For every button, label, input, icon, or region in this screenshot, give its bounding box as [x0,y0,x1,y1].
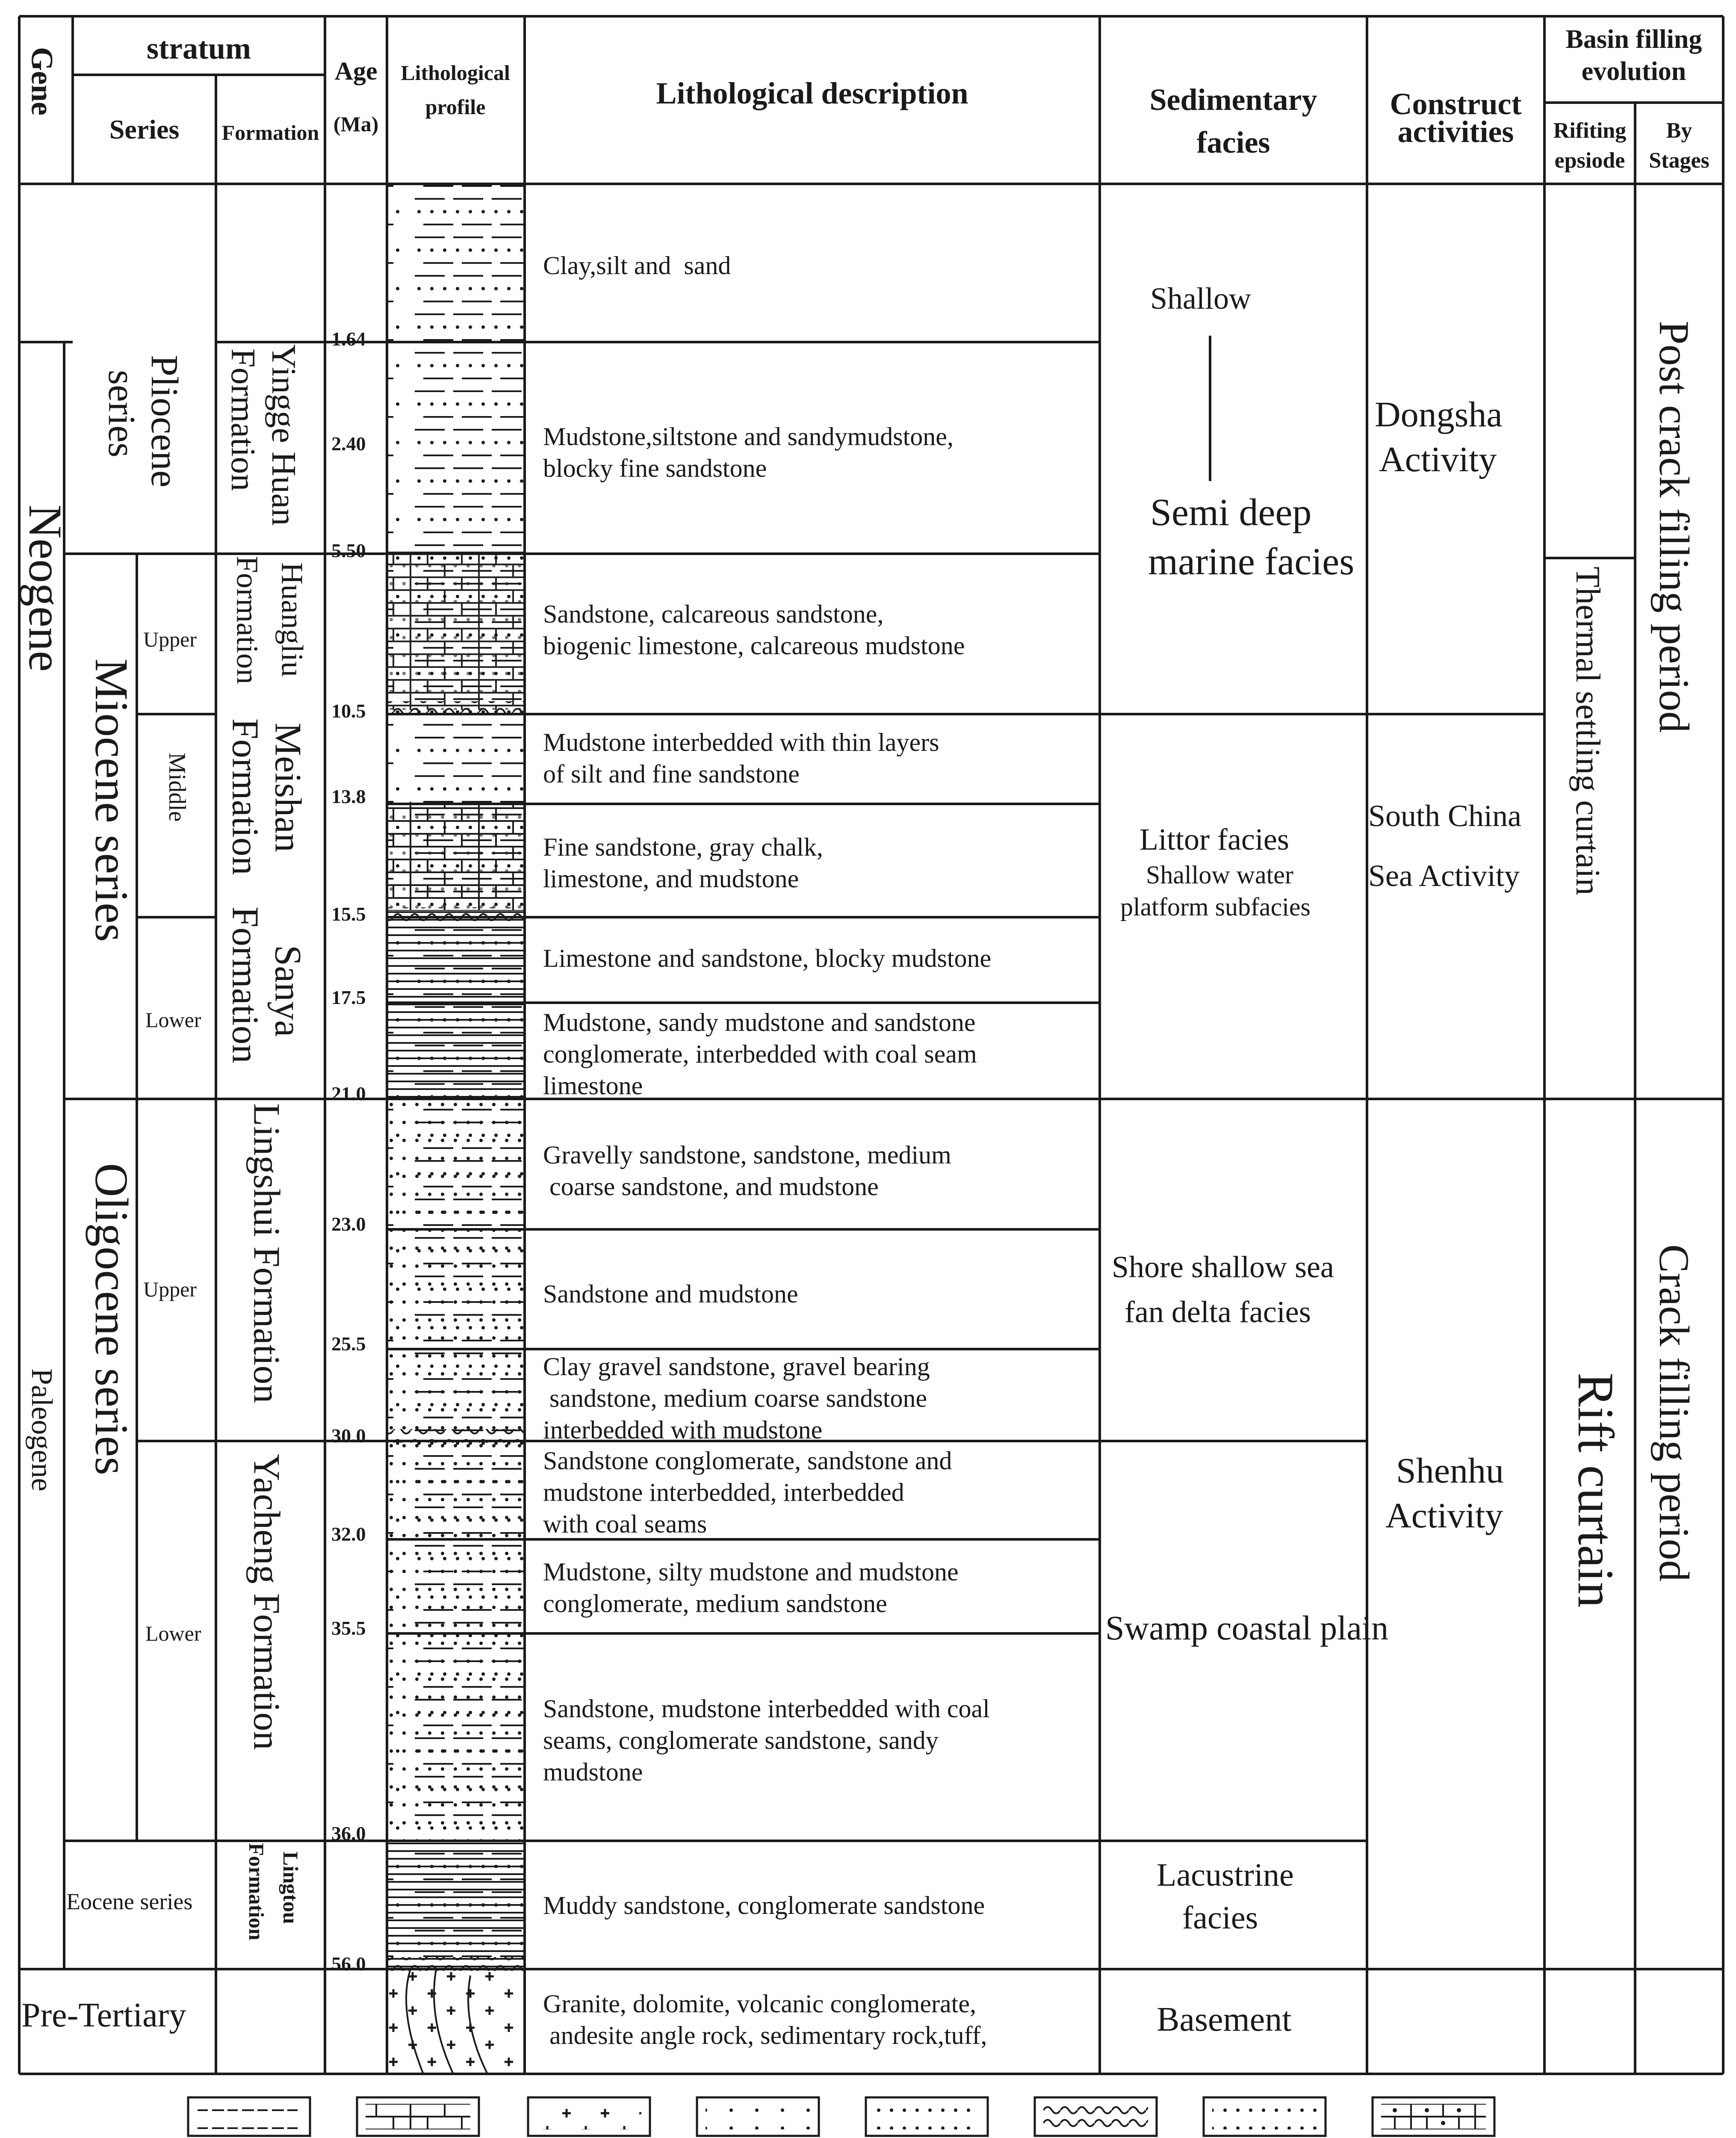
header-sed-facies-line2: facies [1196,125,1270,159]
age-label: 32.0 [331,1523,366,1545]
series-upper-oligocene: Upper [143,1277,197,1301]
facies-littor: Littor facies [1140,822,1289,856]
lith-description-line: Mudstone, silty mudstone and mudstone [543,1558,959,1586]
lith-description-line: limestone [543,1072,643,1100]
age-label: 15.5 [331,903,366,925]
legend-swatch-wavy [1043,2104,1148,2129]
facies-platform-line1: Shallow water [1146,861,1293,889]
formation-huangliu-line1: Huangliu [275,562,310,677]
header-construct-line1: Construct [1390,87,1522,121]
formation-lingtou-line1: Lingtou [279,1852,303,1924]
lith-description-line: sandstone, medium coarse sandstone [543,1384,927,1412]
lith-description-line: Gravelly sandstone, sandstone, medium [543,1141,951,1169]
legend-swatch-mudstone [197,2104,301,2129]
evolution-postcrack: Post crack filling period [1650,321,1698,733]
lith-description-line: blocky fine sandstone [543,454,767,482]
formation-sanya-line1: Sanya [267,945,309,1037]
facies-swamp: Swamp coastal plain [1105,1609,1389,1647]
age-label: 36.0 [331,1822,366,1844]
facies-platform-line2: platform subfacies [1120,893,1311,921]
formation-sanya-line2: Formation [224,907,266,1063]
activity-scs-line2: Sea Activity [1368,859,1520,893]
series-upper-miocene: Upper [143,627,197,651]
lith-description-line: Muddy sandstone, conglomerate sandstone [543,1891,985,1919]
lith-description-line: Limestone and sandstone, blocky mudstone [543,944,992,972]
age-label: 5.50 [331,540,366,561]
legend-swatch-brick [366,2104,470,2129]
age-label: 1.64 [331,328,366,350]
lith-description-line: Granite, dolomite, volcanic conglomerate, [543,1990,976,2018]
age-label: 21.0 [331,1083,366,1104]
header-gene: Gene [25,47,59,115]
header-age-line2: (Ma) [333,112,379,136]
age-label: 23.0 [331,1213,366,1235]
facies-lacustrine-line1: Lacustrine [1157,1857,1294,1893]
lith-description-line: coarse sandstone, and mudstone [543,1172,879,1201]
formation-yacheng: Yacheng Formation [245,1454,287,1750]
lithological-profile-column [387,184,525,2074]
activity-scs-line1: South China [1368,799,1522,833]
header-series: Series [109,114,180,145]
facies-basement: Basement [1157,2001,1292,2038]
activity-dongsha-line1: Dongsha [1375,395,1503,434]
facies-lacustrine-line2: facies [1182,1900,1258,1936]
lith-description-line: Fine sandstone, gray chalk, [543,833,823,861]
series-pliocene-line2: series [100,370,143,458]
gene-paleogene: Paleogene [25,1368,58,1491]
age-label: 25.5 [331,1333,366,1355]
lith-description-line: biogenic limestone, calcareous mudstone [543,632,965,660]
header-rifting-line1: Rifiting [1553,118,1627,143]
header-basin-line2: evolution [1581,57,1686,86]
facies-semideep-line2: marine facies [1148,540,1355,583]
age-label: 2.40 [331,433,366,455]
age-label: 30.0 [331,1425,366,1447]
lith-description-line: Mudstone, sandy mudstone and sandstone [543,1008,976,1037]
formation-meishan-line1: Meishan [267,723,309,853]
series-lower-miocene: Lower [145,1008,201,1032]
series-lower-oligocene: Lower [145,1621,201,1645]
lith-description-line: limestone, and mudstone [543,865,799,893]
lith-description-line: Sandstone, mudstone interbedded with coal [543,1695,990,1723]
lith-description-line: mudstone interbedded, interbedded [543,1478,904,1506]
formation-yinggehuan-line2: Formation [224,348,262,491]
lith-description-line: with coal seams [543,1510,707,1538]
evolution-thermal: Thermal settling curtain [1569,567,1606,895]
series-miocene: Miocene series [86,659,138,942]
legend-swatch-sparse-dots [706,2104,810,2129]
header-age-line1: Age [334,57,378,85]
series-pliocene-line1: Pliocene [143,355,186,487]
series-eocene: Eocene series [66,1889,193,1914]
age-label: 13.8 [331,786,366,807]
formation-lingshui: Lingshui Formation [245,1103,287,1403]
lith-description-line: interbedded with mudstone [543,1416,823,1444]
formation-huangliu-line2: Formation [230,556,265,684]
formation-meishan-line2: Formation [224,718,266,875]
legend-swatch-sandy-brick [1381,2104,1486,2129]
lith-description-line: Sandstone conglomerate, sandstone and [543,1447,952,1475]
facies-fandelta-line1: Shore shallow sea [1112,1250,1334,1284]
activity-shenhu-line1: Shenhu [1396,1451,1504,1491]
series-middle-miocene: Middle [164,753,191,822]
age-label: 10.5 [331,700,366,722]
age-label: 17.5 [331,986,366,1008]
lith-description-line: of silt and fine sandstone [543,760,800,788]
header-lith-profile-line1: Lithological [401,61,510,85]
lith-description-line: Clay,silt and sand [543,251,731,280]
lith-description-line: Mudstone interbedded with thin layers [543,728,939,756]
header-lith-description: Lithological description [656,76,968,110]
facies-semideep-line1: Semi deep [1150,491,1312,534]
legend-swatch-fine-dots [1212,2104,1317,2129]
lith-description-line: conglomerate, interbedded with coal seam [543,1040,977,1068]
lith-description-line: Sandstone, calcareous sandstone, [543,600,884,628]
header-rifting-line2: epsiode [1554,148,1625,173]
facies-fandelta-line2: fan delta facies [1125,1295,1311,1329]
evolution-rift: Rift curtain [1568,1373,1624,1608]
header-sed-facies-line1: Sedimentary [1149,83,1317,117]
age-label: 56.0 [331,1953,366,1975]
lith-description-line: seams, conglomerate sandstone, sandy [543,1726,939,1754]
facies-shallow: Shallow [1150,281,1252,316]
legend-swatch-granite [537,2104,641,2129]
age-label: 35.5 [331,1617,366,1639]
header-basin-line1: Basin filling [1565,25,1702,54]
formation-yinggehuan-line1: Yingge Huan [265,344,302,526]
formation-lingtou-line2: Formation [245,1843,269,1940]
header-lith-profile-line2: profile [425,95,486,119]
lith-description-line: andesite angle rock, sedimentary rock,tuff, [543,2021,987,2049]
lith-description-line: conglomerate, medium sandstone [543,1589,887,1618]
evolution-crack: Crack filling period [1650,1244,1698,1582]
header-stratum: stratum [147,31,251,65]
lith-description-line: mudstone [543,1758,643,1786]
series-oligocene: Oligocene series [86,1163,138,1475]
activity-dongsha-line2: Activity [1379,440,1497,479]
header-stages-line1: By [1666,118,1692,143]
lithology-legend [188,2097,1494,2136]
gene-pretertiary: Pre-Tertiary [21,1996,186,2034]
legend-swatch-dense-dots [874,2104,979,2129]
header-construct-line2: activities [1397,115,1514,149]
header-formation: Formation [221,121,319,145]
lith-description-line: Mudstone,siltstone and sandymudstone, [543,422,954,451]
lith-description-line: Sandstone and mudstone [543,1280,798,1308]
gene-neogene: Neogene [19,505,71,672]
header-stages-line2: Stages [1649,148,1709,173]
lith-description-line: Clay gravel sandstone, gravel bearing [543,1352,930,1381]
activity-shenhu-line2: Activity [1385,1496,1503,1536]
